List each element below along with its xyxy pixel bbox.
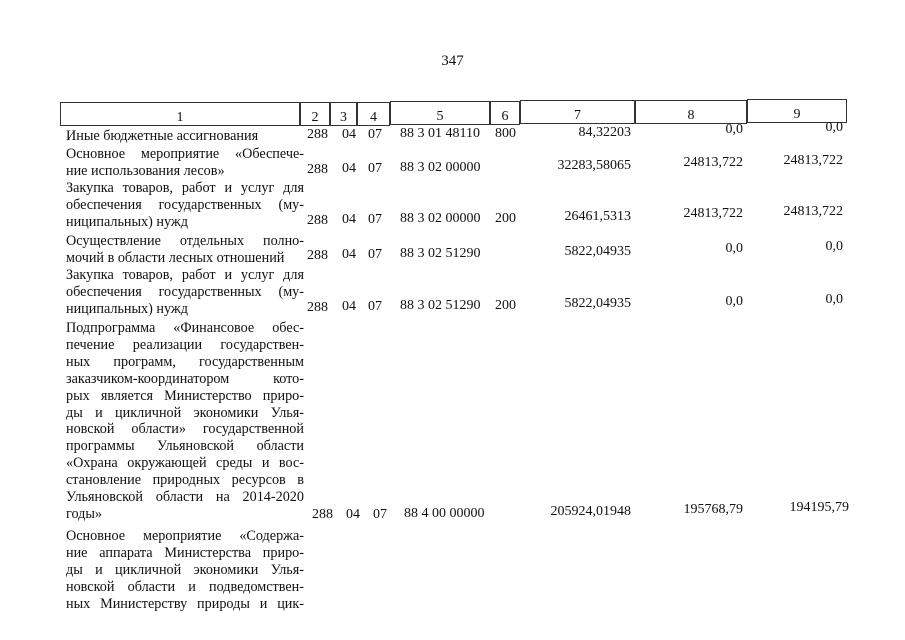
cell-ministry-code: 288 [307, 162, 328, 177]
description-line: Подпрограмма «Финансовое обес- [66, 320, 304, 336]
cell-amount-col7: 5822,04935 [564, 244, 631, 259]
cell-ministry-code: 288 [307, 300, 328, 315]
cell-subsection: 07 [368, 247, 382, 262]
description-line: Иные бюджетные ассигнования [66, 128, 259, 144]
cell-amount-col9: 194195,79 [789, 500, 849, 515]
cell-section: 04 [342, 127, 356, 142]
description-line: ды и цикличной экономики Улья- [66, 404, 304, 421]
cell-amount-col9: 24813,722 [783, 204, 843, 219]
description-line: новской области и подведомствен- [66, 578, 304, 595]
cell-ministry-code: 288 [312, 507, 333, 522]
description-line: новской области» государственной [66, 421, 304, 438]
cell-subsection: 07 [373, 507, 387, 522]
cell-section: 04 [342, 161, 356, 176]
description-line: ниципальных) нужд [66, 300, 188, 317]
row-description [66, 128, 304, 145]
description-line: ние использования лесов» [66, 162, 225, 179]
description-line: Осуществление отдельных полно- [66, 233, 304, 249]
cell-amount-col8: 0,0 [725, 241, 743, 256]
cell-expense-type: 200 [495, 211, 516, 226]
cell-amount-col7: 84,32203 [578, 125, 631, 140]
header-col-4: 4 [357, 102, 390, 126]
header-col-1: 1 [60, 102, 300, 126]
cell-target-article: 88 3 02 51290 [400, 298, 481, 313]
cell-expense-type: 200 [495, 298, 516, 313]
row-description [66, 233, 304, 267]
cell-amount-col8: 24813,722 [683, 155, 743, 170]
header-col-5: 5 [390, 101, 490, 125]
description-line: годы» [66, 505, 102, 522]
description-line: ниципальных) нужд [66, 213, 188, 230]
description-line: рых является Министерство приро- [66, 387, 304, 404]
cell-section: 04 [342, 299, 356, 314]
cell-subsection: 07 [368, 161, 382, 176]
header-col-3: 3 [330, 102, 357, 126]
cell-amount-col7: 32283,58065 [557, 158, 631, 173]
description-line: ных программ, государственным [66, 353, 304, 370]
cell-target-article: 88 3 02 00000 [400, 211, 481, 226]
description-line: Закупка товаров, работ и услуг для [66, 267, 304, 283]
cell-ministry-code: 288 [307, 127, 328, 142]
description-line: ние аппарата Министерства приро- [66, 544, 304, 561]
description-line: Закупка товаров, работ и услуг для [66, 180, 304, 196]
header-col-6: 6 [490, 101, 520, 125]
cell-amount-col9: 0,0 [825, 239, 843, 254]
cell-subsection: 07 [368, 212, 382, 227]
cell-section: 04 [342, 212, 356, 227]
cell-ministry-code: 288 [307, 248, 328, 263]
cell-amount-col7: 205924,01948 [550, 504, 631, 519]
cell-expense-type: 800 [495, 126, 516, 141]
row-description [66, 146, 304, 180]
row-description [66, 180, 304, 231]
description-line: «Охрана окружающей среды и вос- [66, 455, 304, 472]
description-line: становление природных ресурсов в [66, 472, 304, 489]
description-line: обеспечения государственных (му- [66, 196, 304, 213]
cell-target-article: 88 3 02 00000 [400, 160, 481, 175]
cell-subsection: 07 [368, 127, 382, 142]
description-line: обеспечения государственных (му- [66, 283, 304, 300]
cell-amount-col9: 0,0 [825, 292, 843, 307]
cell-target-article: 88 3 02 51290 [400, 246, 481, 261]
cell-amount-col9: 0,0 [825, 120, 843, 135]
cell-amount-col8: 24813,722 [683, 206, 743, 221]
description-line: программы Ульяновской области [66, 438, 304, 455]
row-description [66, 267, 304, 318]
cell-amount-col8: 0,0 [725, 122, 743, 137]
cell-amount-col8: 0,0 [725, 294, 743, 309]
cell-subsection: 07 [368, 299, 382, 314]
header-col-8: 8 [635, 100, 747, 124]
description-line: Основное мероприятие «Содержа- [66, 528, 304, 544]
header-col-2: 2 [300, 102, 330, 126]
cell-section: 04 [342, 247, 356, 262]
description-line: печение реализации государствен- [66, 336, 304, 353]
cell-target-article: 88 3 01 48110 [400, 126, 480, 141]
page-number: 347 [441, 53, 464, 69]
cell-ministry-code: 288 [307, 213, 328, 228]
description-line: ных Министерству природы и цик- [66, 595, 304, 612]
cell-section: 04 [346, 507, 360, 522]
description-line: Основное мероприятие «Обеспече- [66, 146, 304, 162]
cell-amount-col8: 195768,79 [683, 502, 743, 517]
row-description [66, 528, 304, 613]
cell-amount-col7: 5822,04935 [564, 296, 631, 311]
row-description [66, 320, 304, 523]
description-line: заказчиком-координатором кото- [66, 370, 304, 387]
header-col-9: 9 [747, 99, 847, 123]
cell-target-article: 88 4 00 00000 [404, 506, 485, 521]
header-col-7: 7 [520, 100, 635, 124]
cell-amount-col7: 26461,5313 [564, 209, 631, 224]
description-line: ды и цикличной экономики Улья- [66, 561, 304, 578]
description-line: Ульяновской области на 2014-2020 [66, 489, 304, 506]
description-line: мочий в области лесных отношений [66, 249, 285, 266]
cell-amount-col9: 24813,722 [783, 153, 843, 168]
